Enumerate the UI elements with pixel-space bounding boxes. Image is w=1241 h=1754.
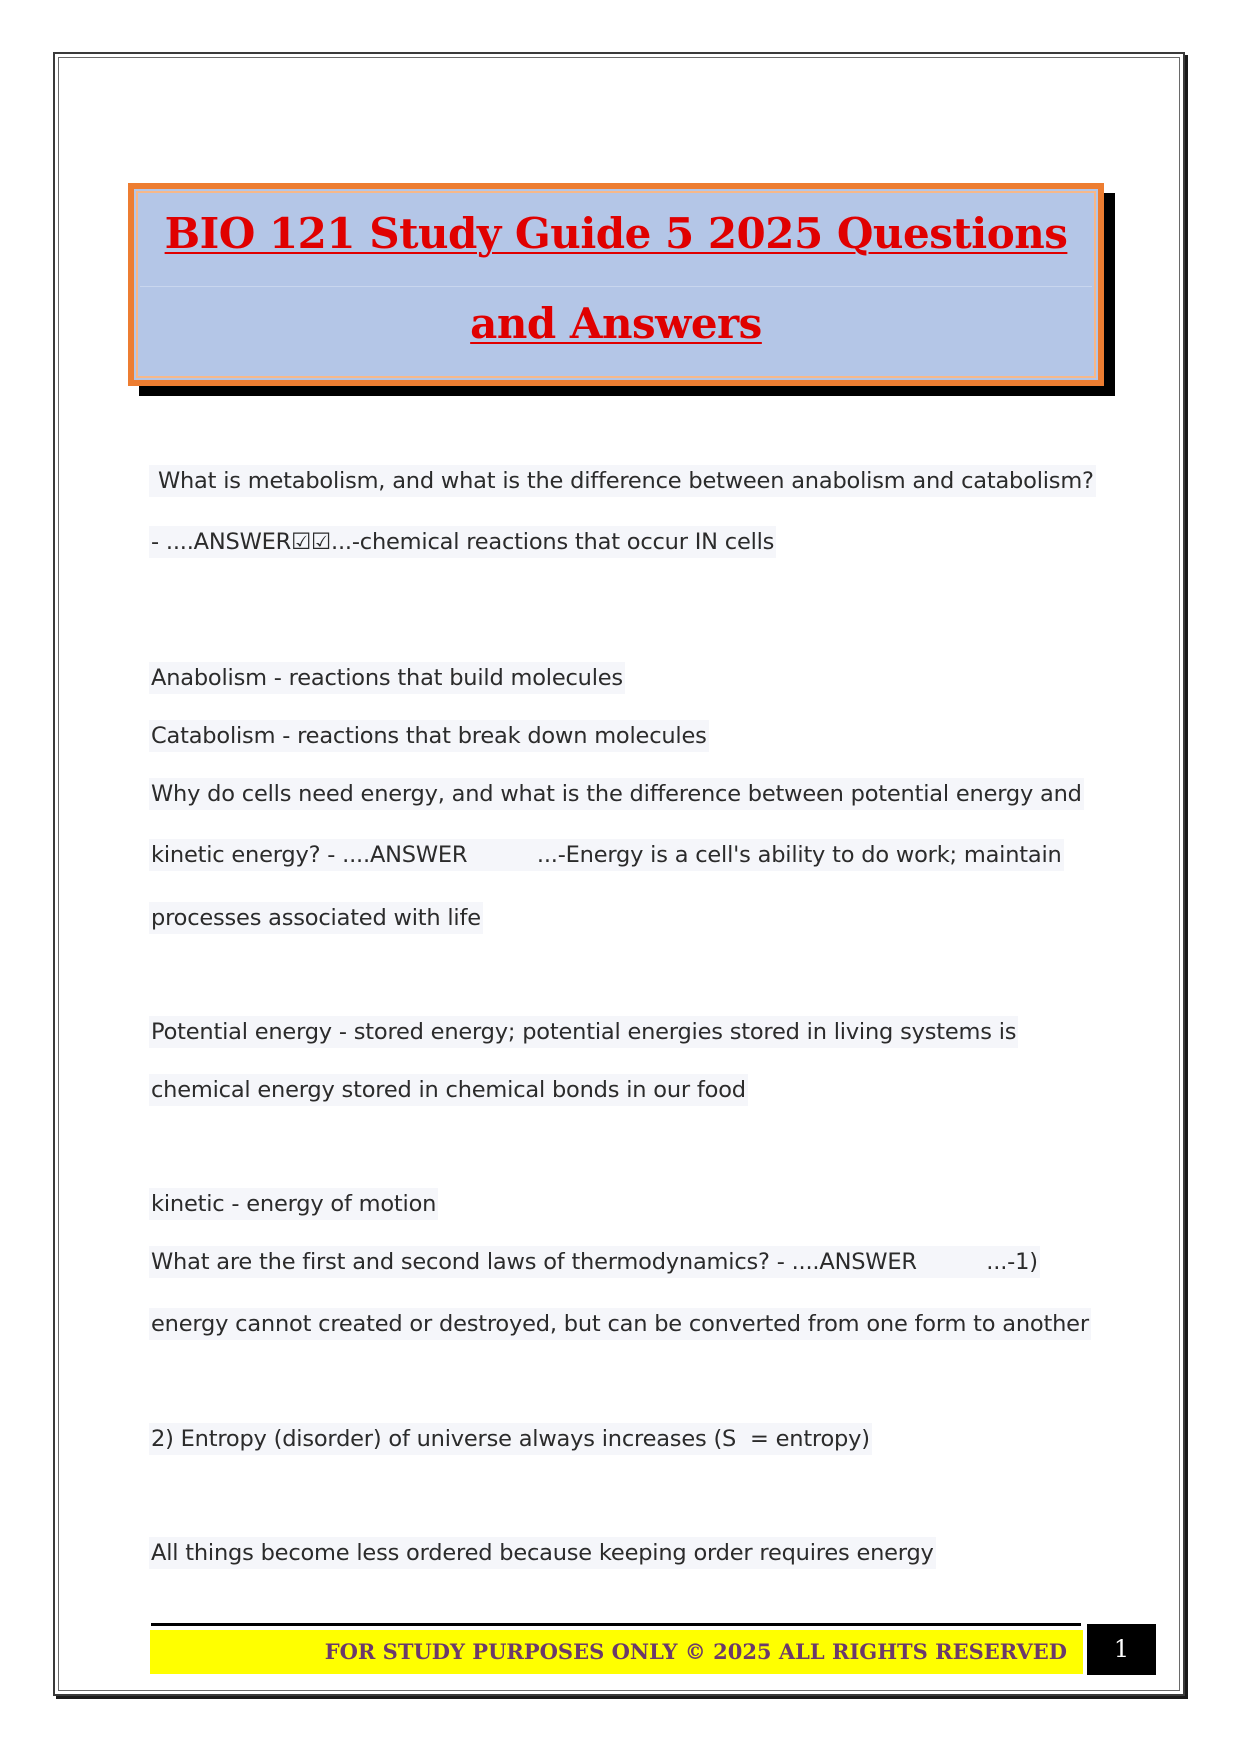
footer-copyright: FOR STUDY PURPOSES ONLY © 2025 ALL RIGHTS RESERVED — [324, 1639, 1067, 1664]
potential-energy-line-1: Potential energy - stored energy; potential energies stored in living systems is — [149, 1016, 1018, 1048]
question-metabolism: What is metabolism, and what is the difference between anabolism and catabolism? — [149, 465, 1096, 497]
question-thermodynamics: What are the first and second laws of thermodynamics? - ....ANSWER ...-1) — [149, 1246, 1040, 1278]
answer-energy-continued: processes associated with life — [149, 902, 483, 934]
second-law: 2) Entropy (disorder) of universe always increases (S = entropy) — [149, 1423, 872, 1455]
first-law: energy cannot created or destroyed, but can be converted from one form to another — [149, 1308, 1091, 1340]
document-title-line-2: and Answers — [470, 299, 762, 348]
page-number: 1 — [1087, 1624, 1156, 1675]
title-divider — [140, 286, 1092, 287]
answer-metabolism: - ....ANSWER☑☑...-chemical reactions that occur IN cells — [149, 526, 776, 558]
footer-rule — [151, 1623, 1081, 1626]
anabolism-definition: Anabolism - reactions that build molecules — [149, 662, 625, 694]
question-energy-line-1: Why do cells need energy, and what is the difference between potential energy and — [149, 778, 1084, 810]
catabolism-definition: Catabolism - reactions that break down molecules — [149, 720, 709, 752]
question-energy-line-2: kinetic energy? - ....ANSWER ...-Energy is a cell's ability to do work; maintain — [149, 839, 1064, 871]
order-energy-note: All things become less ordered because keeping order requires energy — [149, 1537, 936, 1569]
potential-energy-line-2: chemical energy stored in chemical bonds in our food — [149, 1074, 748, 1106]
kinetic-energy-definition: kinetic - energy of motion — [149, 1188, 438, 1220]
document-title-line-1: BIO 121 Study Guide 5 2025 Questions — [164, 209, 1068, 258]
footer-band — [150, 1630, 1083, 1674]
title-box — [128, 183, 1104, 386]
